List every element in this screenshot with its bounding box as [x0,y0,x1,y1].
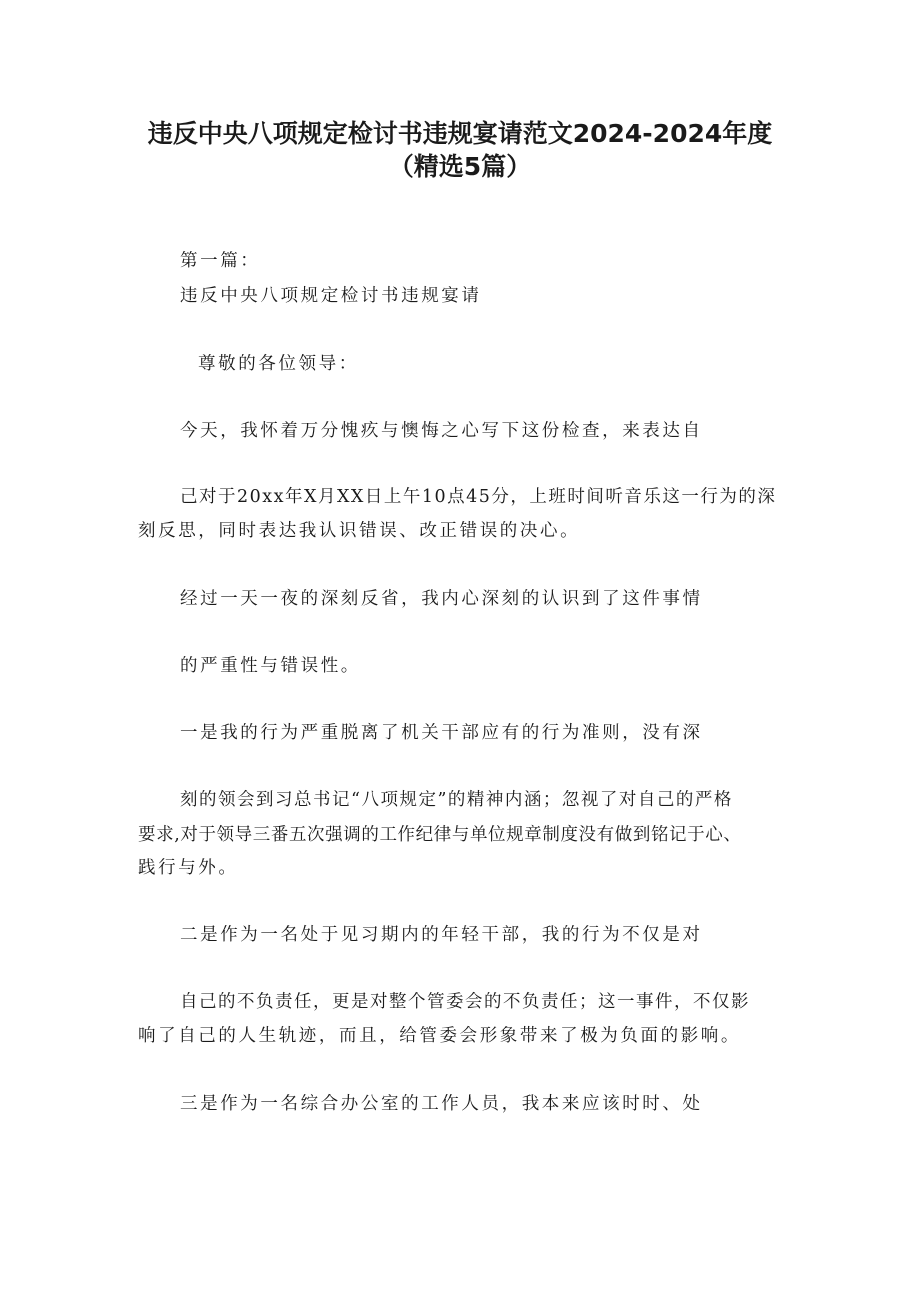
paragraph-line: 自己的不负责任，更是对整个管委会的不负责任；这一事件，不仅影 [180,992,750,1012]
paragraph-line: 一是我的行为严重脱离了机关干部应有的行为准则，没有深 [180,723,703,743]
paragraph-line: 刻的领会到习总书记“八项规定”的精神内涵；忽视了对自己的严格 [180,790,733,810]
paragraph-line: 二是作为一名处于见习期内的年轻干部，我的行为不仅是对 [180,925,703,945]
paragraph-line: 的严重性与错误性。 [180,656,361,676]
salutation: 尊敬的各位领导： [198,354,359,374]
paragraph-line: 响了自己的人生轨迹，而且，给管委会形象带来了极为负面的影响。 [138,1026,741,1046]
paragraph-line: 己对于20xx年X月XX日上午10点45分，上班时间听音乐这一行为的深 [180,487,777,507]
section-title: 违反中央八项规定检讨书违规宴请 [180,286,482,306]
document-title-line1: 违反中央八项规定检讨书违规宴请范文2024-2024年度 [147,119,773,148]
paragraph-line: 践行与外。 [138,858,239,878]
section-label: 第一篇： [180,251,261,271]
paragraph-line: 要求,对于领导三番五次强调的工作纪律与单位规章制度没有做到铭记于心、 [138,825,742,845]
paragraph-line: 今天，我怀着万分愧疚与懊悔之心写下这份检查，来表达自 [180,421,703,441]
document-title-line2: （精选5篇） [388,152,532,181]
paragraph-line: 三是作为一名综合办公室的工作人员，我本来应该时时、处 [180,1094,703,1114]
paragraph-line: 刻反思，同时表达我认识错误、改正错误的决心。 [138,521,581,541]
paragraph-line: 经过一天一夜的深刻反省，我内心深刻的认识到了这件事情 [180,589,703,609]
